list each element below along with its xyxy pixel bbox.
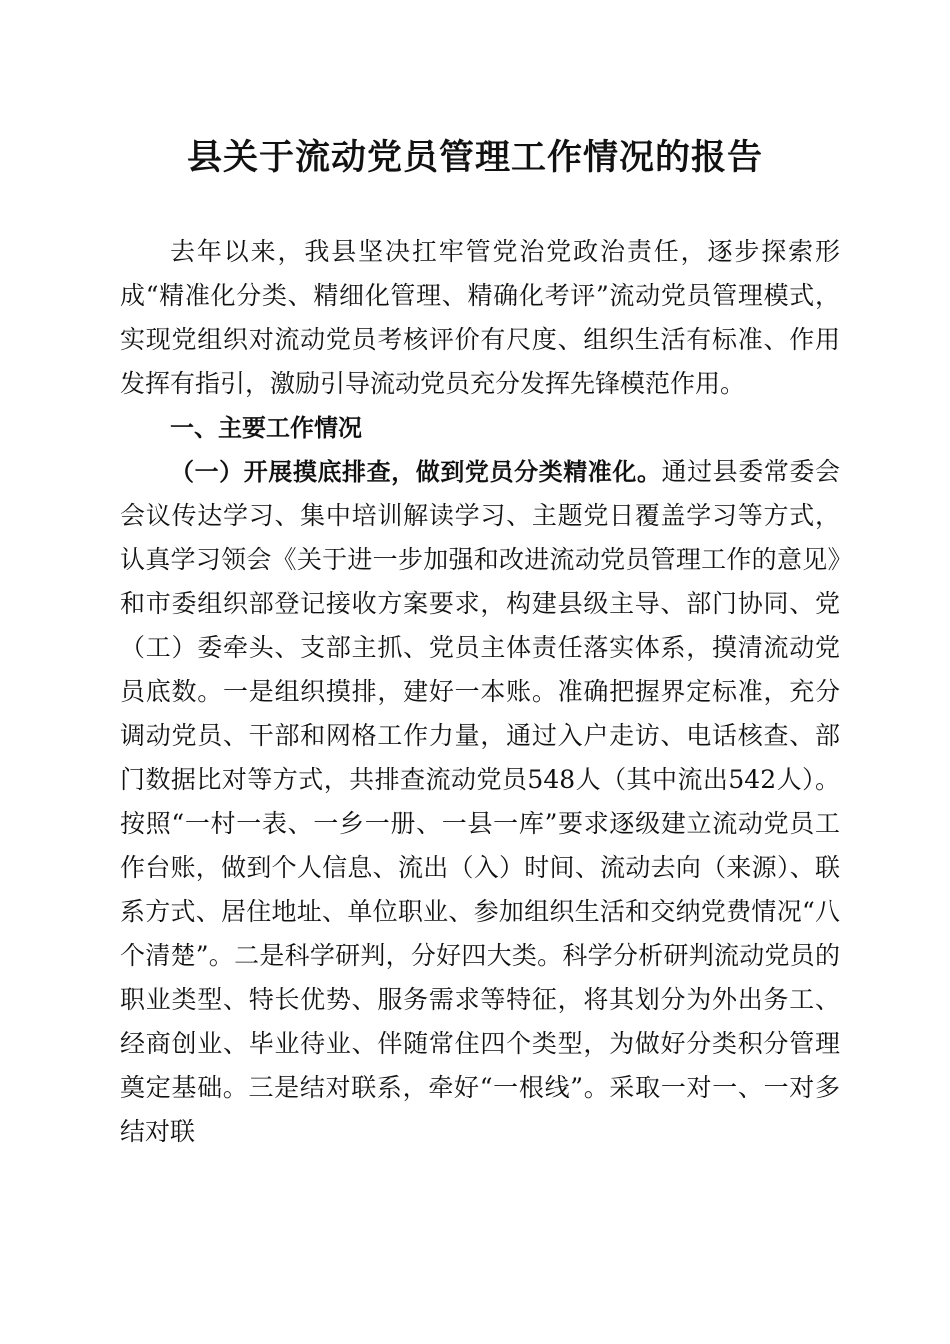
subsection-paragraph bbox=[120, 450, 840, 1154]
document-title: 县关于流动党员管理工作情况的报告 bbox=[186, 138, 763, 178]
subsection-body: 通过县委常委会会议传达学习、集中培训解读学习、主题党日覆盖学习等方式，认真学习领会《关于进一步加强和改进流动党员管理工作的意见》和市委组织部登记接收方案要求，构建县级主导、部门协同、党（工）委牵头、支部主抓、党员主体责任落实体系，摸清流动党员底数。一是组织摸排，建好一本账。准确把握界定标准，充分调动党员、干部和网格工作力量，通过入户走访、电话核查、部门数据比对等方式，共排查流动党员548人（其中流出542人）。按照“一村一表、一乡一册、一县一库”要求逐级建立流动党员工作台账，做到个人信息、流出（入）时间、流动去向（来源）、联系方式、居住地址、单位职业、参加组织生活和交纳党费情况“八个清楚”。二是科学研判，分好四大类。科学分析研判流动党员的职业类型、特长优势、服务需求等特征，将其划分为外出务工、经商创业、毕业待业、伴随常住四个类型，为做好分类积分管理奠定基础。三是结对联系，牵好“一根线”。采取一对一、一对多结对联 bbox=[120, 457, 840, 1146]
section-heading: 一、主要工作情况 bbox=[170, 414, 362, 442]
subsection-lead: （一）开展摸底排查，做到党员分类精准化。 bbox=[170, 458, 662, 486]
document-body bbox=[120, 230, 840, 1154]
intro-paragraph: 去年以来，我县坚决扛牢管党治党政治责任，逐步探索形成“精准化分类、精细化管理、精确化考评”流动党员管理模式，实现党组织对流动党员考核评价有尺度、组织生活有标准、作用发挥有指引，激励引导流动党员充分发挥先锋模范作用。 bbox=[120, 237, 840, 398]
